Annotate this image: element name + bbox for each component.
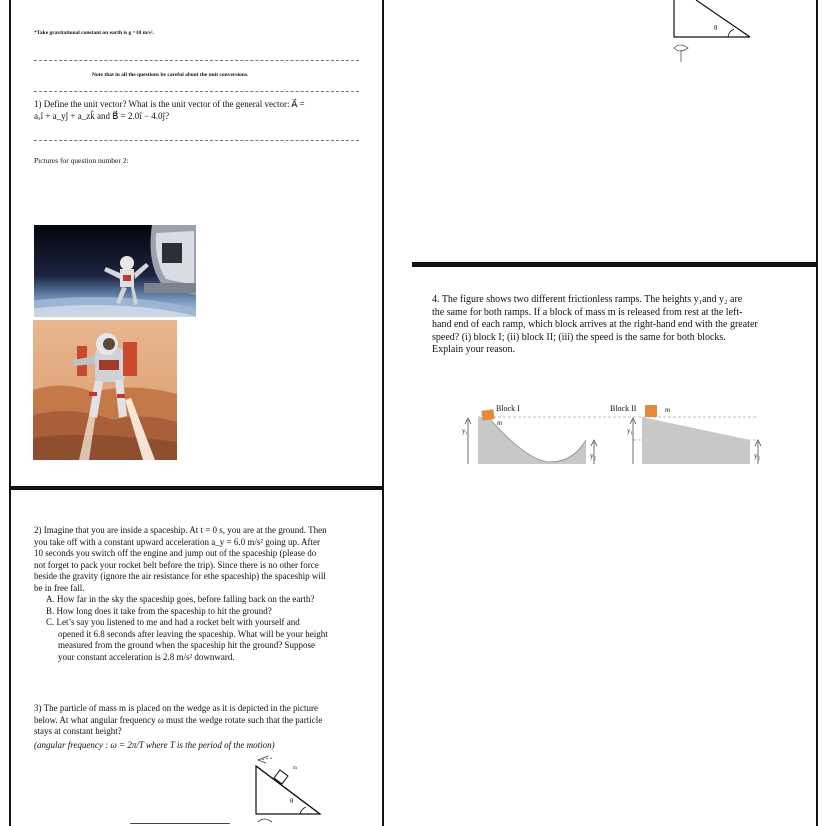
block-2	[645, 405, 657, 417]
separator	[34, 91, 359, 92]
left-border	[9, 0, 11, 826]
question-1-line-2: aₓî + a_yĵ + a_zk̂ and B⃗ = 2.0î − 4.0ĵ?	[34, 111, 170, 121]
question-2-line: beside the gravity (ignore the air resistance for ethe spaceship) the spaceship will	[34, 571, 326, 581]
y2-label-1: y₂	[590, 452, 596, 460]
question-2-part-c: your constant acceleration is 2.8 m/s² downward.	[58, 651, 235, 662]
y2-label-2: y₂	[754, 452, 760, 460]
wedge-theta-label: θ	[714, 24, 718, 32]
right-border	[816, 0, 818, 826]
left-page-divider	[9, 486, 384, 490]
units-note: Note that in all the questions be careful about the unit conversions.	[92, 72, 249, 78]
question-4-line: speed? (i) block I; (ii) block II; (iii) the speed is the same for both blocks.	[432, 331, 726, 343]
wedge-diagram	[250, 752, 340, 826]
question-3-line: 3) The particle of mass m is placed on the wedge as it is depicted in the picture	[34, 703, 318, 713]
right-page-divider	[412, 262, 818, 267]
question-1-line-1: 1) Define the unit vector? What is the unit vector of the general vector: A⃗ =	[34, 99, 305, 109]
question-2	[34, 525, 374, 663]
question-2-line: 2) Imagine that you are inside a spaceship. At t = 0 s, you are at the ground. Then	[34, 525, 327, 535]
separator	[34, 140, 359, 141]
wedge-diagram-partial	[660, 0, 760, 70]
question-4	[432, 294, 812, 357]
question-3-formula: (angular frequency : ω = 2π/T where T is the period of the motion)	[34, 739, 275, 750]
question-4-line: the same for both ramps. If a block of mass m is released from rest at the left-	[432, 306, 743, 318]
bottom-rule	[130, 823, 230, 824]
y1-label-1: y₁	[462, 427, 468, 435]
question-3	[34, 703, 374, 751]
center-divider	[382, 0, 384, 826]
question-4-line: hand end of each ramp, which block arrives at the right-hand end with the greater	[432, 319, 758, 330]
wedge-mass-label: m	[293, 766, 297, 771]
question-2-line: 10 seconds you switch off the engine and jump out of the spaceship (please do	[34, 548, 317, 558]
jetpack-astronaut-photo	[33, 320, 177, 460]
question-2-line: not forget to pack your rocket belt before the trip). Since there is no other force	[34, 559, 319, 570]
question-2-part-c: C. Let’s say you listened to me and had a rocket belt with yourself and	[46, 617, 300, 627]
gravity-note: *Take gravitational constant on earth is g =10 m/s².	[34, 30, 154, 36]
wedge-theta-label: θ	[290, 797, 294, 805]
question-2-part-c: measured from the ground when the spaceship hit the ground? Suppose	[58, 640, 315, 650]
mass-label-1: m	[497, 419, 503, 427]
question-4-line: 4. The figure shows two different frictionless ramps. The heights y₁and y₂ are	[432, 294, 743, 305]
skydiver-photo	[34, 225, 196, 317]
block-1-label: Block I	[496, 404, 520, 413]
question-4-line: Explain your reason.	[432, 344, 516, 355]
question-3-line: below. At what angular frequency ω must the wedge rotate such that the particle	[34, 714, 323, 725]
question-2-line: you take off with a constant upward acceleration a_y = 6.0 m/s² going up. After	[34, 536, 321, 547]
question-2-part-b: B. How long does it take from the spaceship to hit the ground?	[46, 605, 272, 616]
y1-label-2: y₁	[627, 427, 633, 435]
question-2-part-c: opened it 6.8 seconds after leaving the spaceship. What will be your height	[58, 628, 328, 639]
question-3-line: stays at constant height?	[34, 726, 122, 736]
question-2-part-a: A. How far in the sky the spaceship goes, before falling back on the earth?	[46, 594, 315, 604]
question-2-line: be in free fall.	[34, 582, 85, 593]
mass-label-2: m	[665, 406, 671, 414]
block-2-label: Block II	[610, 404, 637, 413]
pictures-label: Pictures for question number 2:	[34, 156, 129, 165]
separator	[34, 60, 359, 61]
block-1	[481, 409, 494, 421]
